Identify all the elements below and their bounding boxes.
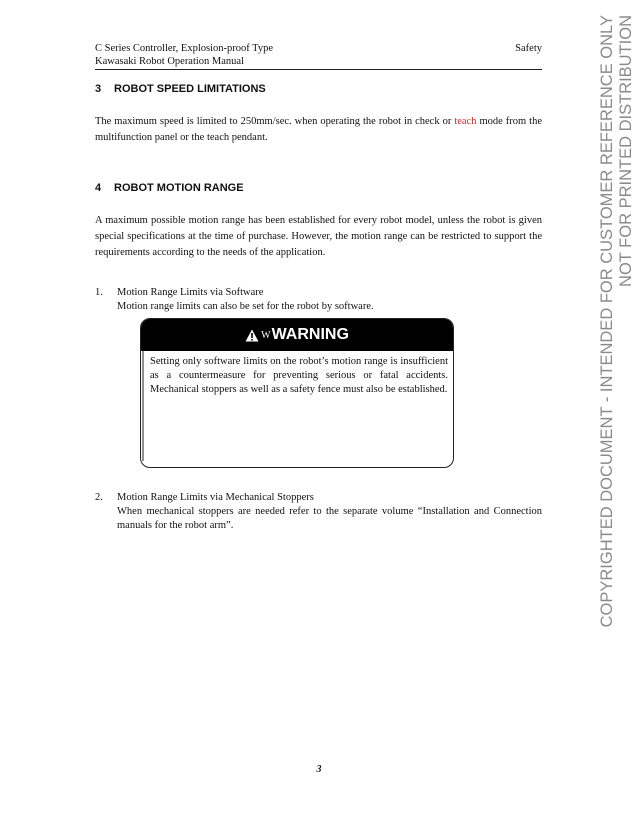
section-3-heading (95, 83, 266, 95)
section-3-body-before: The maximum speed is limited to 250mm/sec. when operating the robot in check or (95, 116, 455, 127)
list-item-body: Motion range limits can also be set for the robot by software. (117, 301, 374, 312)
watermark-line-1: COPYRIGHTED DOCUMENT - INTENDED FOR CUSTOMER REFERENCE ONLY (598, 15, 616, 628)
section-3-body-after: mode from the multifunction panel or the teach pendant. (95, 116, 542, 143)
section-3-title: ROBOT SPEED LIMITATIONS (114, 83, 266, 95)
header-section-label: Safety (515, 43, 542, 54)
section-3-body (95, 114, 542, 146)
copyright-watermark (598, 15, 636, 805)
list-item-body: When mechanical stoppers are needed refer to the separate volume “Installation and Connection manuals for the robot arm”. (117, 506, 542, 531)
section-3-number: 3 (95, 83, 102, 95)
page-header (95, 42, 542, 68)
page-number: 3 (316, 764, 322, 775)
warning-text: Setting only software limits on the robot’s motion range is insufficient as a countermeasure for preventing serious or fatal accidents. Mechanical stoppers as well as a safety fence must also be established. (150, 356, 448, 395)
section-4-title: ROBOT MOTION RANGE (114, 182, 244, 194)
list-item-title: Motion Range Limits via Mechanical Stoppers (117, 492, 314, 503)
section-4-heading (95, 182, 244, 194)
list-item-number: 2. (95, 492, 103, 503)
section-4-number: 4 (95, 182, 102, 194)
header-divider (95, 69, 542, 70)
list-item-title: Motion Range Limits via Software (117, 287, 264, 298)
header-title: C Series Controller, Explosion-proof Type (95, 43, 274, 54)
list-item-software-limits (95, 286, 542, 314)
watermark-line-2: NOT FOR PRINTED DISTRIBUTION (617, 15, 635, 287)
header-top-row (95, 42, 542, 55)
header-subtitle: Kawasaki Robot Operation Manual (95, 56, 245, 67)
section-3-body-highlight: teach (454, 116, 477, 127)
warning-label: WARNING (271, 326, 349, 343)
warning-prefix: W (261, 329, 271, 341)
warning-triangle-icon (245, 329, 259, 342)
warning-box (140, 318, 454, 468)
section-4-body: A maximum possible motion range has been established for every robot model, unless the robot is given special specifications at the time of purchase. However, the motion range can be restricted to support the requirements according to the needs of the application. (95, 215, 542, 258)
list-item-number: 1. (95, 287, 103, 298)
warning-banner (141, 319, 453, 351)
list-item-mechanical-stoppers (95, 491, 542, 533)
